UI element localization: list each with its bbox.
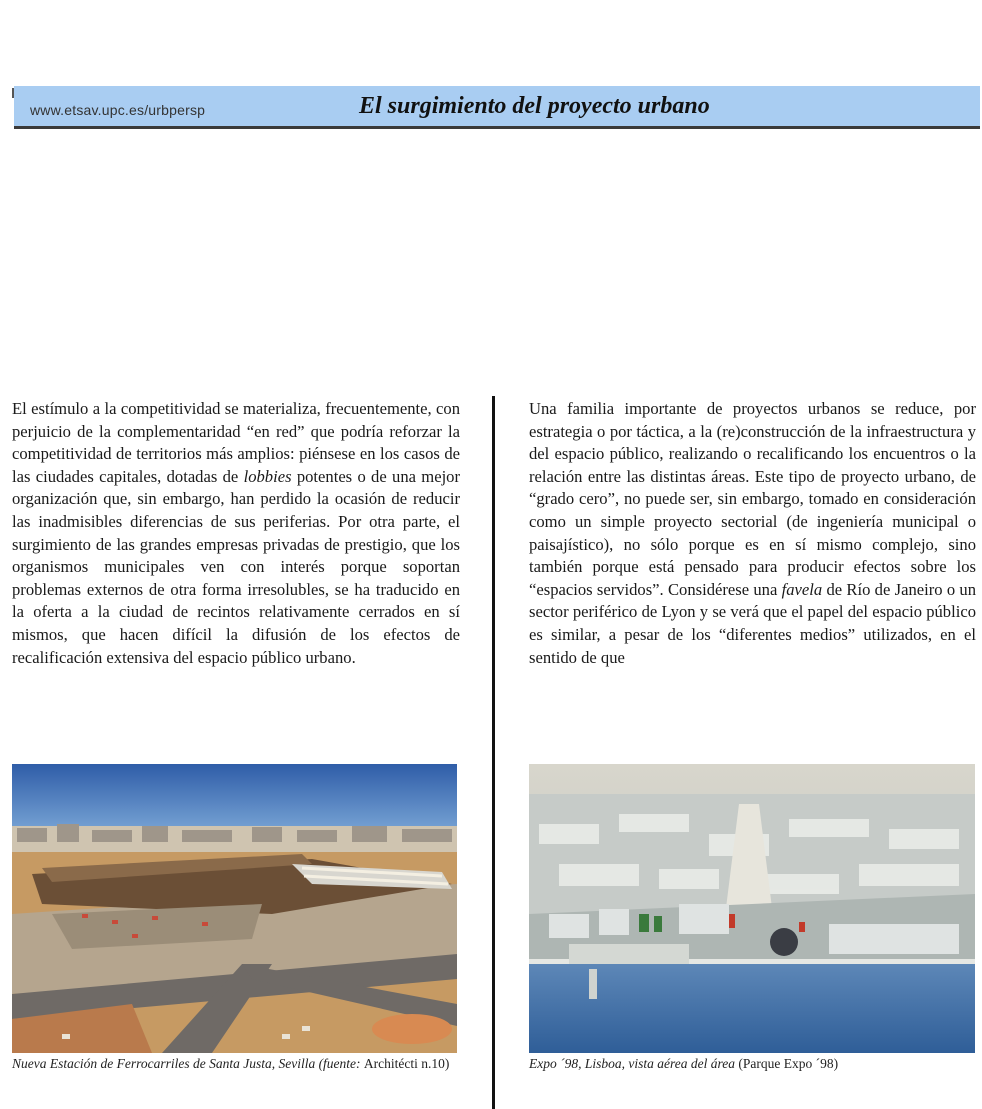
seville-station-photo [12, 764, 457, 1053]
left-paragraph-text-a: El estímulo a la competitividad se materializa, frecuentemente, con perjuicio de la complementaridad “en red” que podría reforzar la competitividad de territorios más amplios: piénsese en los casos de las ciudades capitales, dotadas de [12, 399, 460, 486]
right-text-column [529, 398, 976, 669]
site-url: www.etsav.upc.es/urbpersp [30, 102, 206, 118]
page-header [14, 86, 980, 129]
right-paragraph [529, 398, 976, 669]
seville-caption-source: Architécti n.10) [363, 1056, 450, 1071]
expo-98-lisbon-photo [529, 764, 975, 1053]
left-text-column [12, 398, 460, 669]
left-paragraph-text-b: potentes o de una mejor organización que, sin embargo, han perdido la ocasión de reducir las inadmisibles diferencias de sus periferias. Por otra parte, el surgimiento de las grandes empresas privadas de prestigio, que los organismos municipales ven con interés porque soportan problemas externos de otra forma irresolubles, se ha traducido en la oferta a la ciudad de recintos relativamente cerrados en sí mismos, que hacen difícil la difusión de los efectos de recalificación extensiva del espacio público urbano. [12, 466, 461, 667]
seville-photo-caption [12, 1055, 459, 1073]
expo-photo-caption [529, 1055, 976, 1073]
seville-caption-text: Nueva Estación de Ferrocarriles de Santa Justa, Sevilla (fuente: [12, 1056, 364, 1071]
right-paragraph-text-a: Una familia importante de proyectos urbanos se reduce, por estrategia o por táctica, a la (re)construcción de la infraestructura y del espacio público, realizando o recalificando los encuentros o la relación entre las distintas áreas. Este tipo de proyecto urbano, de “grado cero”, no puede ser, sin embargo, tomado en consideración como un simple proyecto sectorial (de ingeniería municipal o paisajístico), no sólo porque es en sí mismo complejo, sino también porque está pensado para producir efectos sobre los “espacios servidos”. Considérese una [529, 399, 976, 599]
expo-caption-source: (Parque Expo ´98) [738, 1056, 839, 1071]
column-divider [492, 396, 495, 1109]
right-paragraph-italic: favela [781, 579, 823, 599]
page-title: El surgimiento del proyecto urbano [359, 93, 710, 119]
left-paragraph-italic: lobbies [243, 466, 292, 486]
expo-caption-text: Expo ´98, Lisboa, vista aérea del área [529, 1056, 739, 1071]
right-paragraph-text-b: de Río de Janeiro o un sector periférico de Lyon y se verá que el papel del espacio público es similar, a pesar de los “diferentes medios” utilizados, en el sentido de que [529, 579, 977, 667]
left-paragraph [12, 398, 460, 669]
